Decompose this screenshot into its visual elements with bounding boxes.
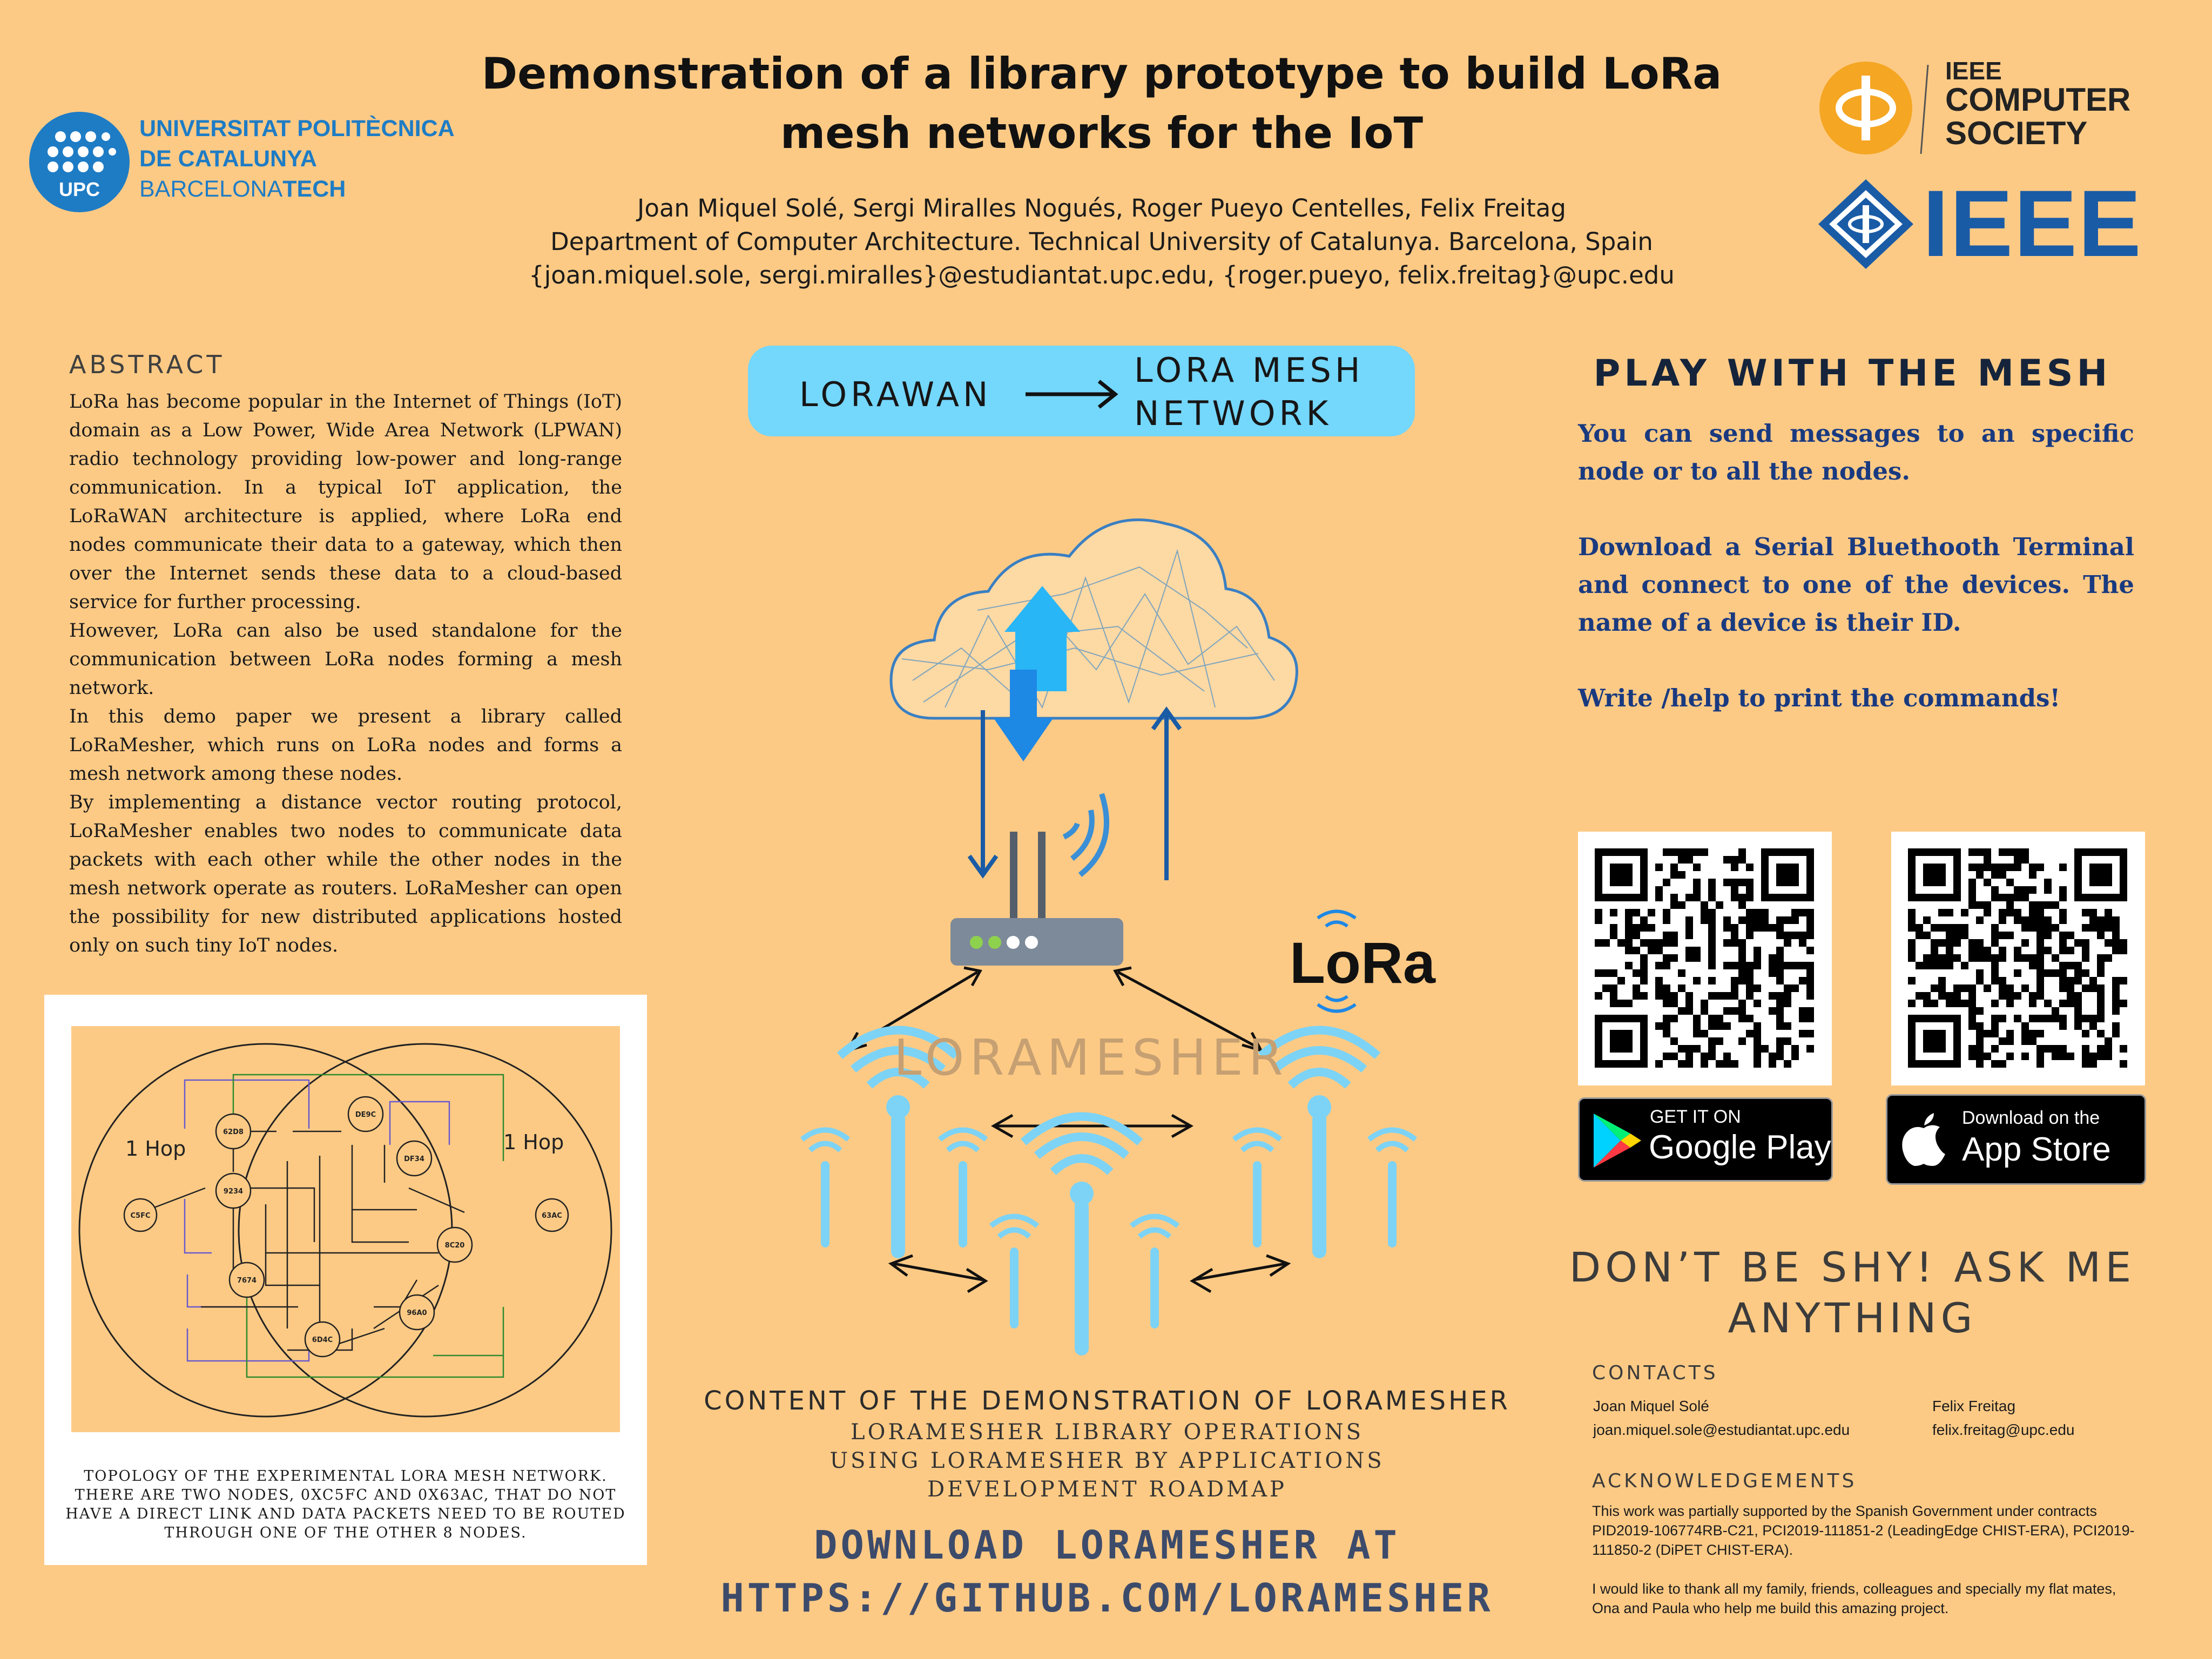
acknowledgements-body — [1592, 1501, 2143, 1637]
router-icon — [950, 794, 1123, 966]
demo-heading: CONTENT OF THE DEMONSTRATION OF LORAMESHER — [704, 1386, 1510, 1416]
ask-me-line2: ANYTHING — [1728, 1294, 1977, 1342]
abstract-paragraph: LoRa has become popular in the Internet of Things (IoT) domain as a Low Power, Wide Area Network (LPWAN) radio technology providing low-power and long-range communication. In a typical IoT application, the LoRaWAN architecture is applied, where LoRa end nodes communicate their data to a gateway, which then over the Internet sends these data to a cloud-based service for further processing. — [69, 391, 622, 613]
demo-item: DEVELOPMENT ROADMAP — [927, 1477, 1287, 1502]
lora-mesh-line1: LORA MESH — [1134, 350, 1364, 390]
demo-item: LORAMESHER LIBRARY OPERATIONS — [851, 1420, 1364, 1445]
download-block — [648, 1519, 1566, 1624]
node-label: 96A0 — [407, 1309, 427, 1317]
contact-name: Felix Freitag — [1932, 1398, 2016, 1414]
svg-text:UPC: UPC — [58, 178, 100, 200]
upc-line1: UNIVERSITAT POLITÈCNICA — [139, 116, 455, 141]
contacts-heading: CONTACTS — [1592, 1362, 1718, 1384]
demo-items — [648, 1418, 1566, 1504]
authors: Joan Miquel Solé, Sergi Miralles Nogués, Roger Pueyo Centelles, Felix Freitag — [637, 194, 1566, 222]
node-label: 8C20 — [444, 1242, 465, 1250]
node-label: 7674 — [237, 1277, 257, 1285]
ieee-diamond-icon — [1817, 178, 1914, 270]
loramesher-watermark: LORAMESHER — [894, 1029, 1289, 1087]
contact-email[interactable]: joan.miquel.sole@estudiantat.upc.edu — [1593, 1421, 1850, 1438]
abstract-heading: ABSTRACT — [69, 350, 225, 379]
topology-diagram — [71, 1026, 620, 1432]
play-paragraph: Download a Serial Bluethooth Terminal and connect to one of the devices. The name of a device is their ID. — [1578, 532, 2134, 637]
node-label: DE9C — [355, 1111, 376, 1119]
cloud-icon — [891, 520, 1297, 719]
contact-name: Joan Miquel Solé — [1593, 1398, 1709, 1414]
upc-wordmark — [139, 113, 455, 204]
demo-item: USING LORAMESHER BY APPLICATIONS — [830, 1448, 1385, 1473]
upc-line3b: TECH — [282, 176, 346, 202]
poster-title — [454, 44, 1750, 163]
ieee-cs-logo-icon — [1817, 59, 1936, 157]
node-label: 62D8 — [223, 1128, 244, 1136]
emails: {joan.miquel.sole, sergi.miralles}@estudiantat.upc.edu, {roger.pueyo, felix.freitag}@upc.edu — [529, 261, 1675, 289]
play-heading: PLAY WITH THE MESH — [1593, 352, 2112, 395]
qr-code-google-play[interactable] — [1578, 832, 1832, 1085]
upc-line3a: BARCELONA — [139, 176, 283, 202]
abstract-body — [69, 388, 622, 960]
affiliation: Department of Computer Architecture. Technical University of Catalunya. Barcelona, Spain — [550, 227, 1653, 256]
title-line-1: Demonstration of a library prototype to build LoRa — [481, 49, 1722, 99]
contact-email[interactable]: felix.freitag@upc.edu — [1932, 1421, 2075, 1438]
abstract-paragraph: In this demo paper we present a library called LoRaMesher, which runs on LoRa nodes and forms a mesh network among these nodes. — [69, 706, 622, 785]
abstract-paragraph: However, LoRa can also be used standalone for the communication between LoRa nodes forming a mesh network. — [69, 620, 622, 699]
google-play-icon — [1588, 1111, 1642, 1170]
ieee-wordmark: IEEE — [1923, 171, 2142, 276]
download-line: DOWNLOAD LORAMESHER AT — [814, 1522, 1400, 1568]
lora-mesh-label — [1134, 349, 1364, 435]
author-block — [454, 192, 1750, 292]
lora-logo: LoRa — [1290, 930, 1435, 995]
app-store-label: App Store — [1962, 1131, 2111, 1168]
contact-felix — [1932, 1394, 2074, 1442]
right-hop-label: 1 Hop — [503, 1130, 564, 1154]
ask-me-heading — [1566, 1242, 2139, 1344]
node-label: 63AC — [542, 1212, 562, 1220]
ieee-cs-wordmark — [1945, 58, 2130, 150]
upc-logo-mark — [28, 111, 131, 213]
arrow-right-icon — [1023, 378, 1121, 410]
app-store-badge[interactable] — [1886, 1094, 2146, 1185]
lora-mesh-line2: NETWORK — [1134, 394, 1332, 433]
ieee-cs-line2: COMPUTER — [1945, 82, 2131, 118]
play-body — [1578, 415, 2134, 755]
node-label: 6D4C — [312, 1336, 333, 1344]
download-link[interactable]: HTTPS://GITHUB.COM/LORAMESHER — [720, 1575, 1494, 1621]
ieee-cs-line1: IEEE — [1945, 57, 2002, 85]
lorawan-label: LORAWAN — [799, 375, 992, 414]
google-play-label: Google Play — [1649, 1129, 1831, 1166]
qr-code-app-store[interactable] — [1891, 832, 2145, 1085]
google-play-badge[interactable] — [1578, 1097, 1833, 1182]
title-line-2: mesh networks for the IoT — [780, 108, 1424, 158]
play-paragraph: You can send messages to an specific node or to all the nodes. — [1578, 419, 2134, 485]
acknowledgements-heading: ACKNOWLEDGEMENTS — [1592, 1470, 1857, 1492]
ack-paragraph: This work was partially supported by the Spanish Government under contracts PID2019-106774RB-C21, PCI2019-111851-2 (LeadingEdge CHIST-ERA), PCI2019-111850-2 (DiPET CHIST-ERA). — [1592, 1503, 2135, 1558]
upc-line2: DE CATALUNYA — [139, 146, 317, 172]
figure-caption: TOPOLOGY OF THE EXPERIMENTAL LORA MESH NETWORK. THERE ARE TWO NODES, 0XC5FC AND 0X63AC, THAT DO NOT HAVE A DIRECT LINK AND DATA PACKETS NEED TO BE ROUTED THROUGH ONE OF THE OTHER 8 NODES. — [65, 1468, 626, 1541]
play-paragraph: Write /help to print the commands! — [1578, 684, 2061, 712]
apple-icon — [1899, 1112, 1948, 1169]
abstract-paragraph: By implementing a distance vector routing protocol, LoRaMesher enables two nodes to communicate data packets with each other while the other nodes in the mesh network operate as routers. LoRaMesher can open the possibility for new distributed applications hosted only on such tiny IoT nodes. — [69, 792, 622, 956]
app-store-small: Download on the — [1962, 1108, 2100, 1128]
google-play-small: GET IT ON — [1650, 1107, 1741, 1127]
node-label: DF34 — [404, 1155, 424, 1163]
left-hop-label: 1 Hop — [125, 1137, 186, 1161]
ask-me-line1: DON’T BE SHY! ASK ME — [1569, 1243, 2136, 1291]
ack-paragraph: I would like to thank all my family, friends, colleagues and specially my flat mates, Ona and Paula who help me build this amazing project. — [1592, 1581, 2116, 1616]
node-label: 9234 — [223, 1188, 244, 1196]
node-label: C5FC — [130, 1212, 151, 1220]
ieee-cs-line3: SOCIETY — [1945, 115, 2088, 151]
contact-joan — [1593, 1394, 1850, 1442]
